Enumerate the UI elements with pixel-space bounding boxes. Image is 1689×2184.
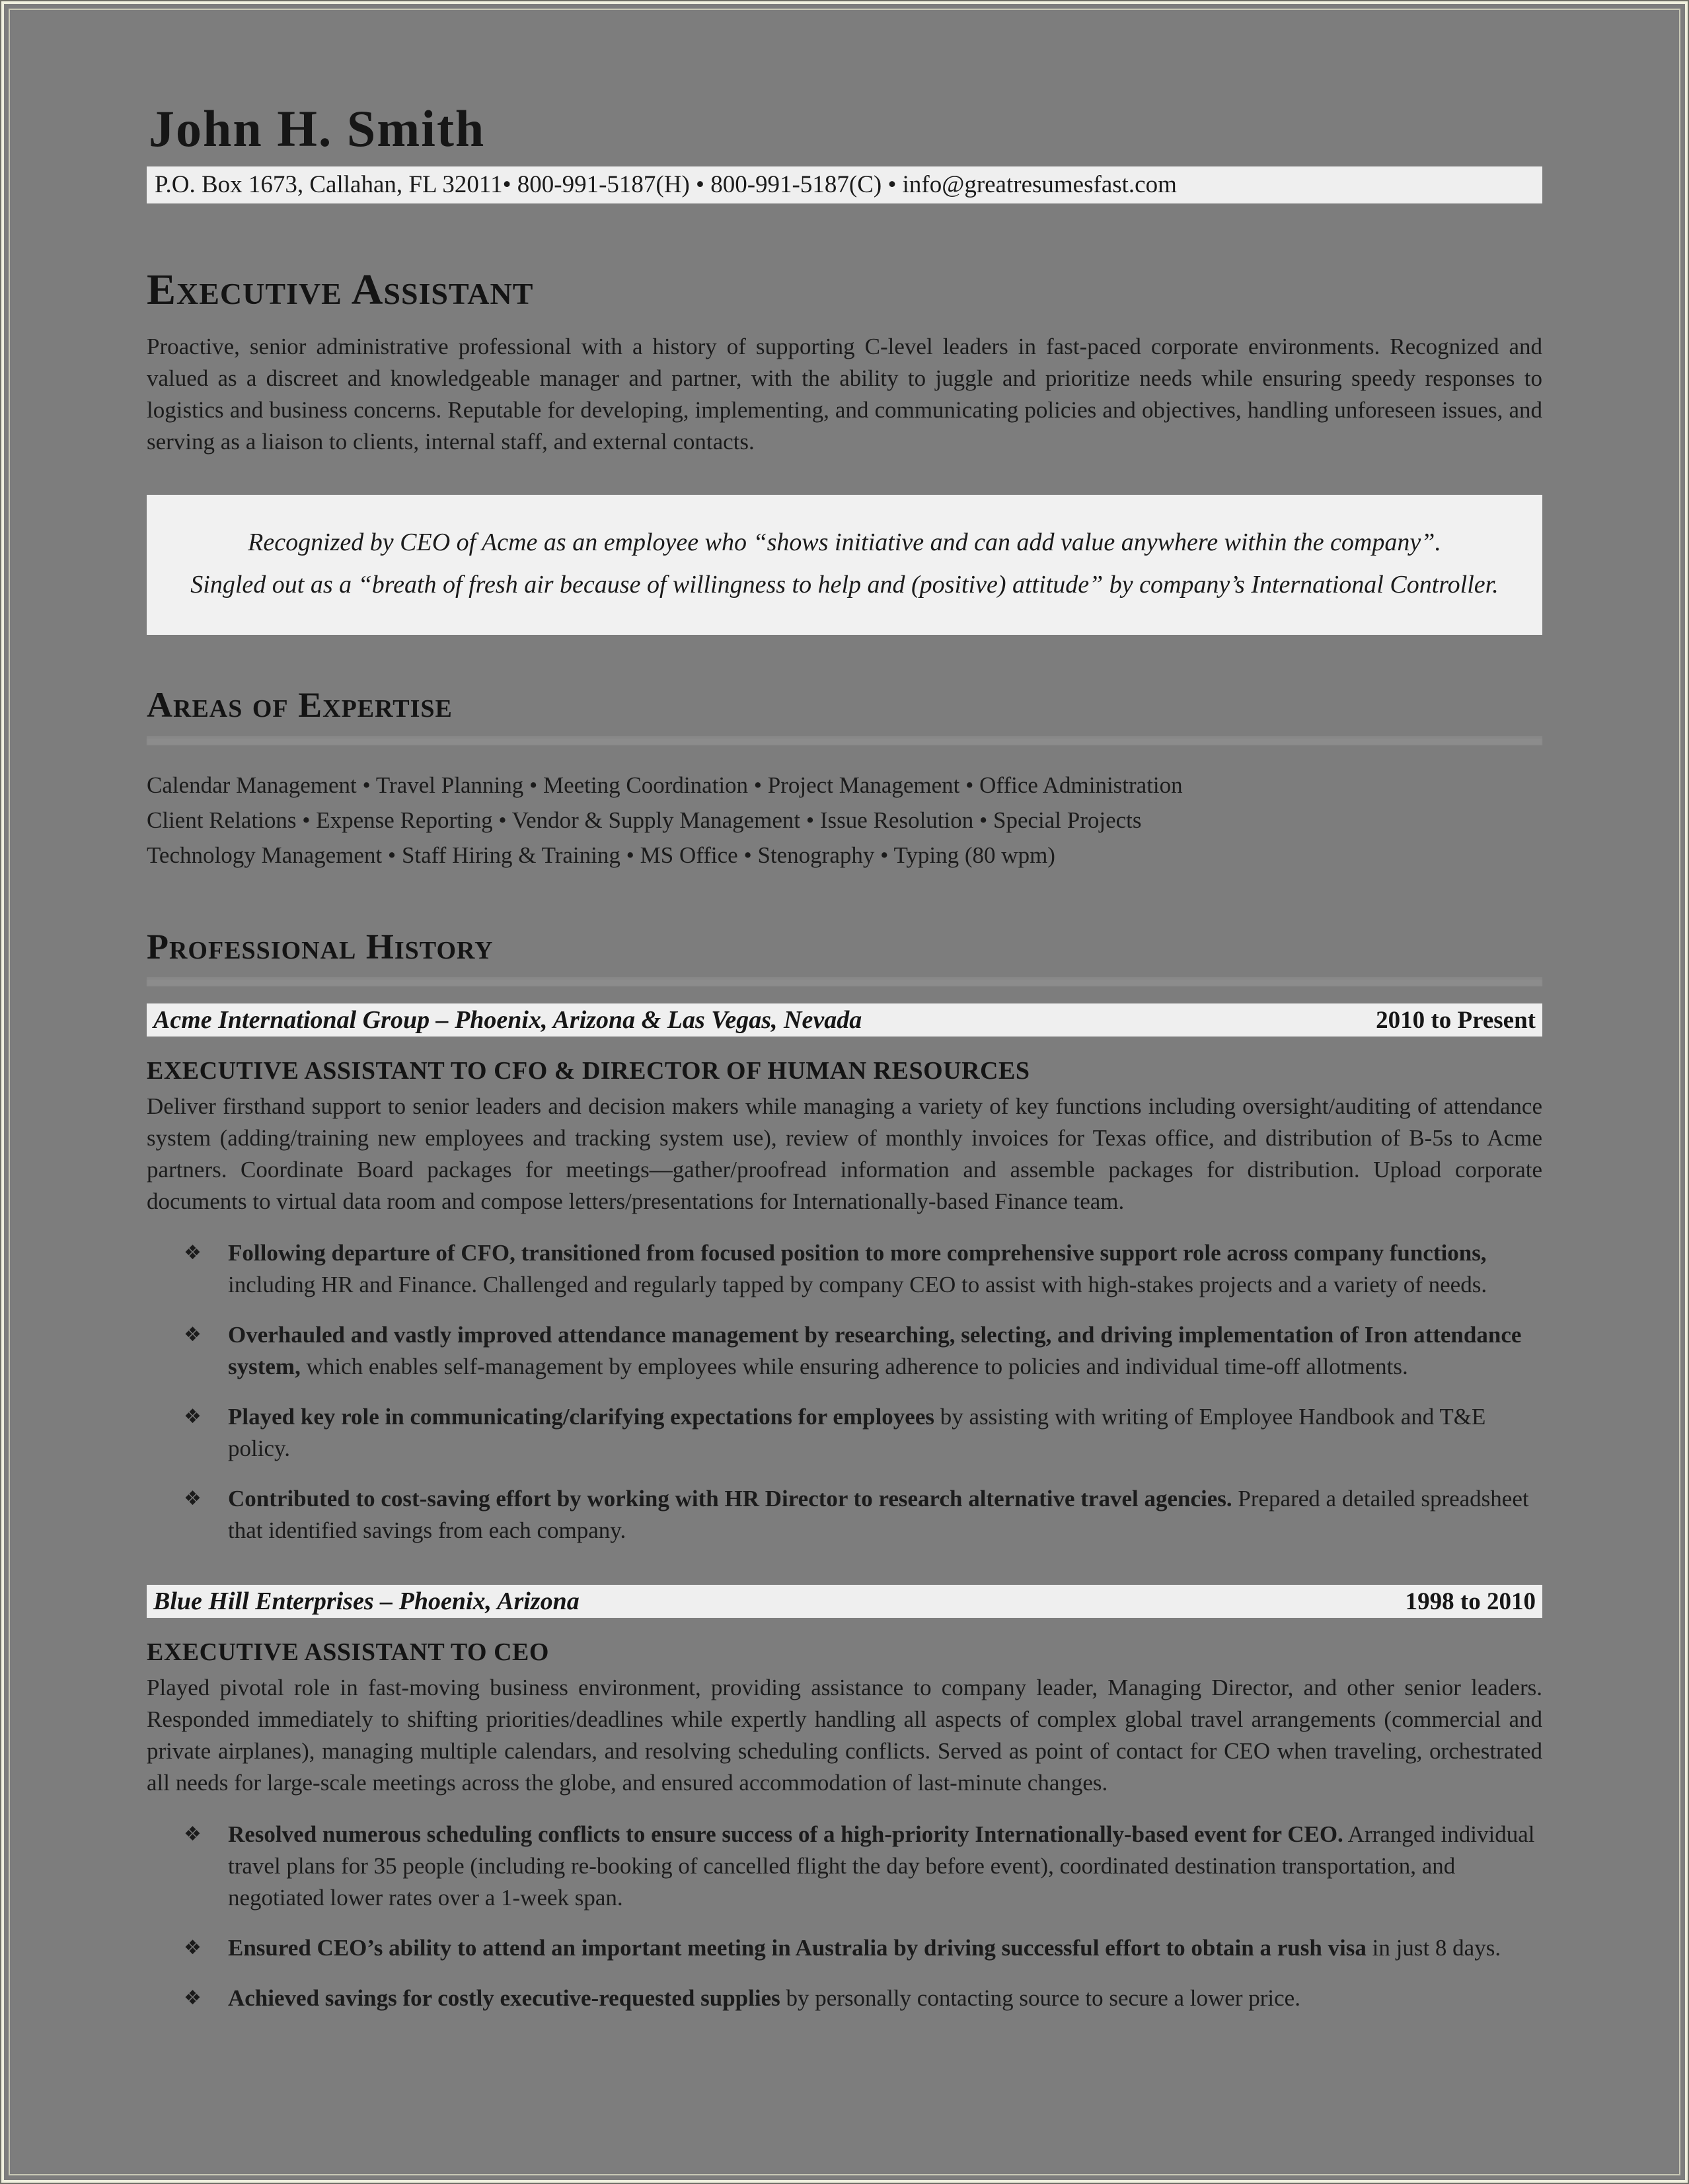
bullet-text: [228, 1983, 1542, 2014]
expertise-row: Calendar Management • Travel Planning • Meeting Coordination • Project Management • Office Administration: [147, 772, 1183, 798]
job-dates: 1998 to 2010: [1405, 1587, 1536, 1615]
job-title: EXECUTIVE ASSISTANT TO CFO & DIRECTOR OF HUMAN RESOURCES: [147, 1057, 1030, 1085]
bullet-item: [184, 1819, 1542, 1914]
bullet-bold: Ensured CEO’s ability to attend an important meeting in Australia by driving successful effort to obtain a rush visa: [228, 1934, 1367, 1961]
expertise-row: Technology Management • Staff Hiring & Training • MS Office • Stenography • Typing (80 wpm): [147, 842, 1055, 868]
expertise-rows: [147, 768, 1542, 873]
contact-line: P.O. Box 1673, Callahan, FL 32011• 800-991-5187(H) • 800-991-5187(C) • info@greatresumesfast.com: [155, 171, 1177, 199]
bullet-item: [184, 1237, 1542, 1301]
bullet-text: [228, 1237, 1542, 1301]
job-company: Blue Hill Enterprises – Phoenix, Arizona: [153, 1587, 580, 1616]
bullet-text: [228, 1819, 1542, 1914]
diamond-bullet-icon: ❖: [184, 1241, 202, 1265]
diamond-bullet-icon: ❖: [184, 1936, 202, 1959]
bullet-rest: Prepared a detailed spreadsheet that identified savings from each company.: [228, 1486, 1529, 1544]
diamond-bullet-icon: ❖: [184, 1405, 202, 1429]
bullet-list: [147, 1819, 1542, 2014]
job-summary: Deliver firsthand support to senior leaders and decision makers while managing a variety of key functions including oversight/auditing of attendance system (adding/training new employees and tracking system use), review of monthly invoices for Texas office, and distribution of B-5s to Acme partners. Coordinate Board packages for meetings—gather/proofread information and assemble packages for distribution. Upload corporate documents to virtual data room and compose letters/presentations for Internationally-based Finance team.: [147, 1093, 1542, 1215]
job-header-bar: [147, 1585, 1542, 1618]
section-underline: [147, 736, 1542, 745]
job-section-acme: [147, 1003, 1542, 1547]
quote-line: Singled out as a “breath of fresh air because of willingness to help and (positive) attitude” by company’s International Controller.: [190, 570, 1499, 599]
diamond-bullet-icon: ❖: [184, 1822, 202, 1846]
job-section-bluehill: [147, 1585, 1542, 2014]
bullet-bold: Resolved numerous scheduling conflicts to ensure success of a high-priority Internationally-based event for CEO.: [228, 1821, 1343, 1847]
bullet-rest: by assisting with writing of Employee Handbook and T&E policy.: [228, 1404, 1486, 1462]
job-company: Acme International Group – Phoenix, Arizona & Las Vegas, Nevada: [153, 1006, 862, 1035]
quote-box: [147, 495, 1542, 635]
bullet-text: [228, 1483, 1542, 1547]
bullet-item: [184, 1932, 1542, 1964]
bullet-rest: including HR and Finance. Challenged and regularly tapped by company CEO to assist with high-stakes projects and a variety of needs.: [228, 1272, 1487, 1298]
section-heading-expertise: Areas of Expertise: [147, 684, 453, 725]
bullet-bold: Achieved savings for costly executive-requested supplies: [228, 1984, 780, 2011]
bullet-list: [147, 1237, 1542, 1547]
bullet-rest: by personally contacting source to secure a lower price.: [786, 1984, 1300, 2011]
bullet-bold: Following departure of CFO, transitioned from focused position to more comprehensive support role across company functions,: [228, 1240, 1487, 1266]
quote-line: Recognized by CEO of Acme as an employee who “shows initiative and can add value anywhere within the company”.: [248, 528, 1441, 556]
section-heading-history: Professional History: [147, 926, 494, 966]
job-title: EXECUTIVE ASSISTANT TO CEO: [147, 1638, 549, 1667]
summary-paragraph: Proactive, senior administrative professional with a history of supporting C-level leaders in fast-paced corporate environments. Recognized and valued as a discreet and knowledgeable manager and partner, with the ability to juggle and prioritize needs while ensuring speedy responses to logistics and business concerns. Reputable for developing, implementing, and communicating policies and objectives, handling unforeseen issues, and serving as a liaison to clients, internal staff, and external contacts.: [147, 333, 1542, 455]
bullet-rest: Arranged individual travel plans for 35 people (including re-booking of cancelled flight the day before event), coordinated destination transportation, and negotiated lower rates over a 1-week span.: [228, 1821, 1535, 1911]
bullet-item: [184, 1401, 1542, 1465]
bullet-item: [184, 1483, 1542, 1547]
diamond-bullet-icon: ❖: [184, 1986, 202, 2010]
job-summary: Played pivotal role in fast-moving business environment, providing assistance to company leader, Managing Director, and other senior leaders. Responded immediately to shifting priorities/deadlines while expertly handling all aspects of complex global travel arrangements (commercial and private airplanes), managing multiple calendars, and resolving scheduling conflicts. Served as point of contact for CEO when traveling, orchestrated all needs for large-scale meetings across the globe, and ensured accommodation of last-minute changes.: [147, 1674, 1542, 1796]
candidate-name: John H. Smith: [149, 100, 486, 157]
bullet-item: [184, 1319, 1542, 1383]
bullet-bold: Played key role in communicating/clarifying expectations for employees: [228, 1404, 934, 1430]
bullet-rest: in just 8 days.: [1372, 1934, 1501, 1961]
section-underline: [147, 977, 1542, 986]
expertise-row: Client Relations • Expense Reporting • Vendor & Supply Management • Issue Resolution • Special Projects: [147, 807, 1142, 833]
resume-title: Executive Assistant: [147, 265, 534, 314]
diamond-bullet-icon: ❖: [184, 1323, 202, 1347]
diamond-bullet-icon: ❖: [184, 1487, 202, 1511]
bullet-item: [184, 1983, 1542, 2014]
job-dates: 2010 to Present: [1376, 1006, 1536, 1034]
contact-bar: [147, 166, 1542, 203]
bullet-text: [228, 1401, 1542, 1465]
bullet-bold: Overhauled and vastly improved attendance management by researching, selecting, and driving implementation of Iron attendance system,: [228, 1322, 1522, 1380]
job-header-bar: [147, 1003, 1542, 1037]
bullet-bold: Contributed to cost-saving effort by working with HR Director to research alternative travel agencies.: [228, 1486, 1232, 1512]
bullet-rest: which enables self-management by employees while ensuring adherence to policies and individual time-off allotments.: [306, 1354, 1408, 1380]
bullet-text: [228, 1319, 1542, 1383]
bullet-text: [228, 1932, 1542, 1964]
